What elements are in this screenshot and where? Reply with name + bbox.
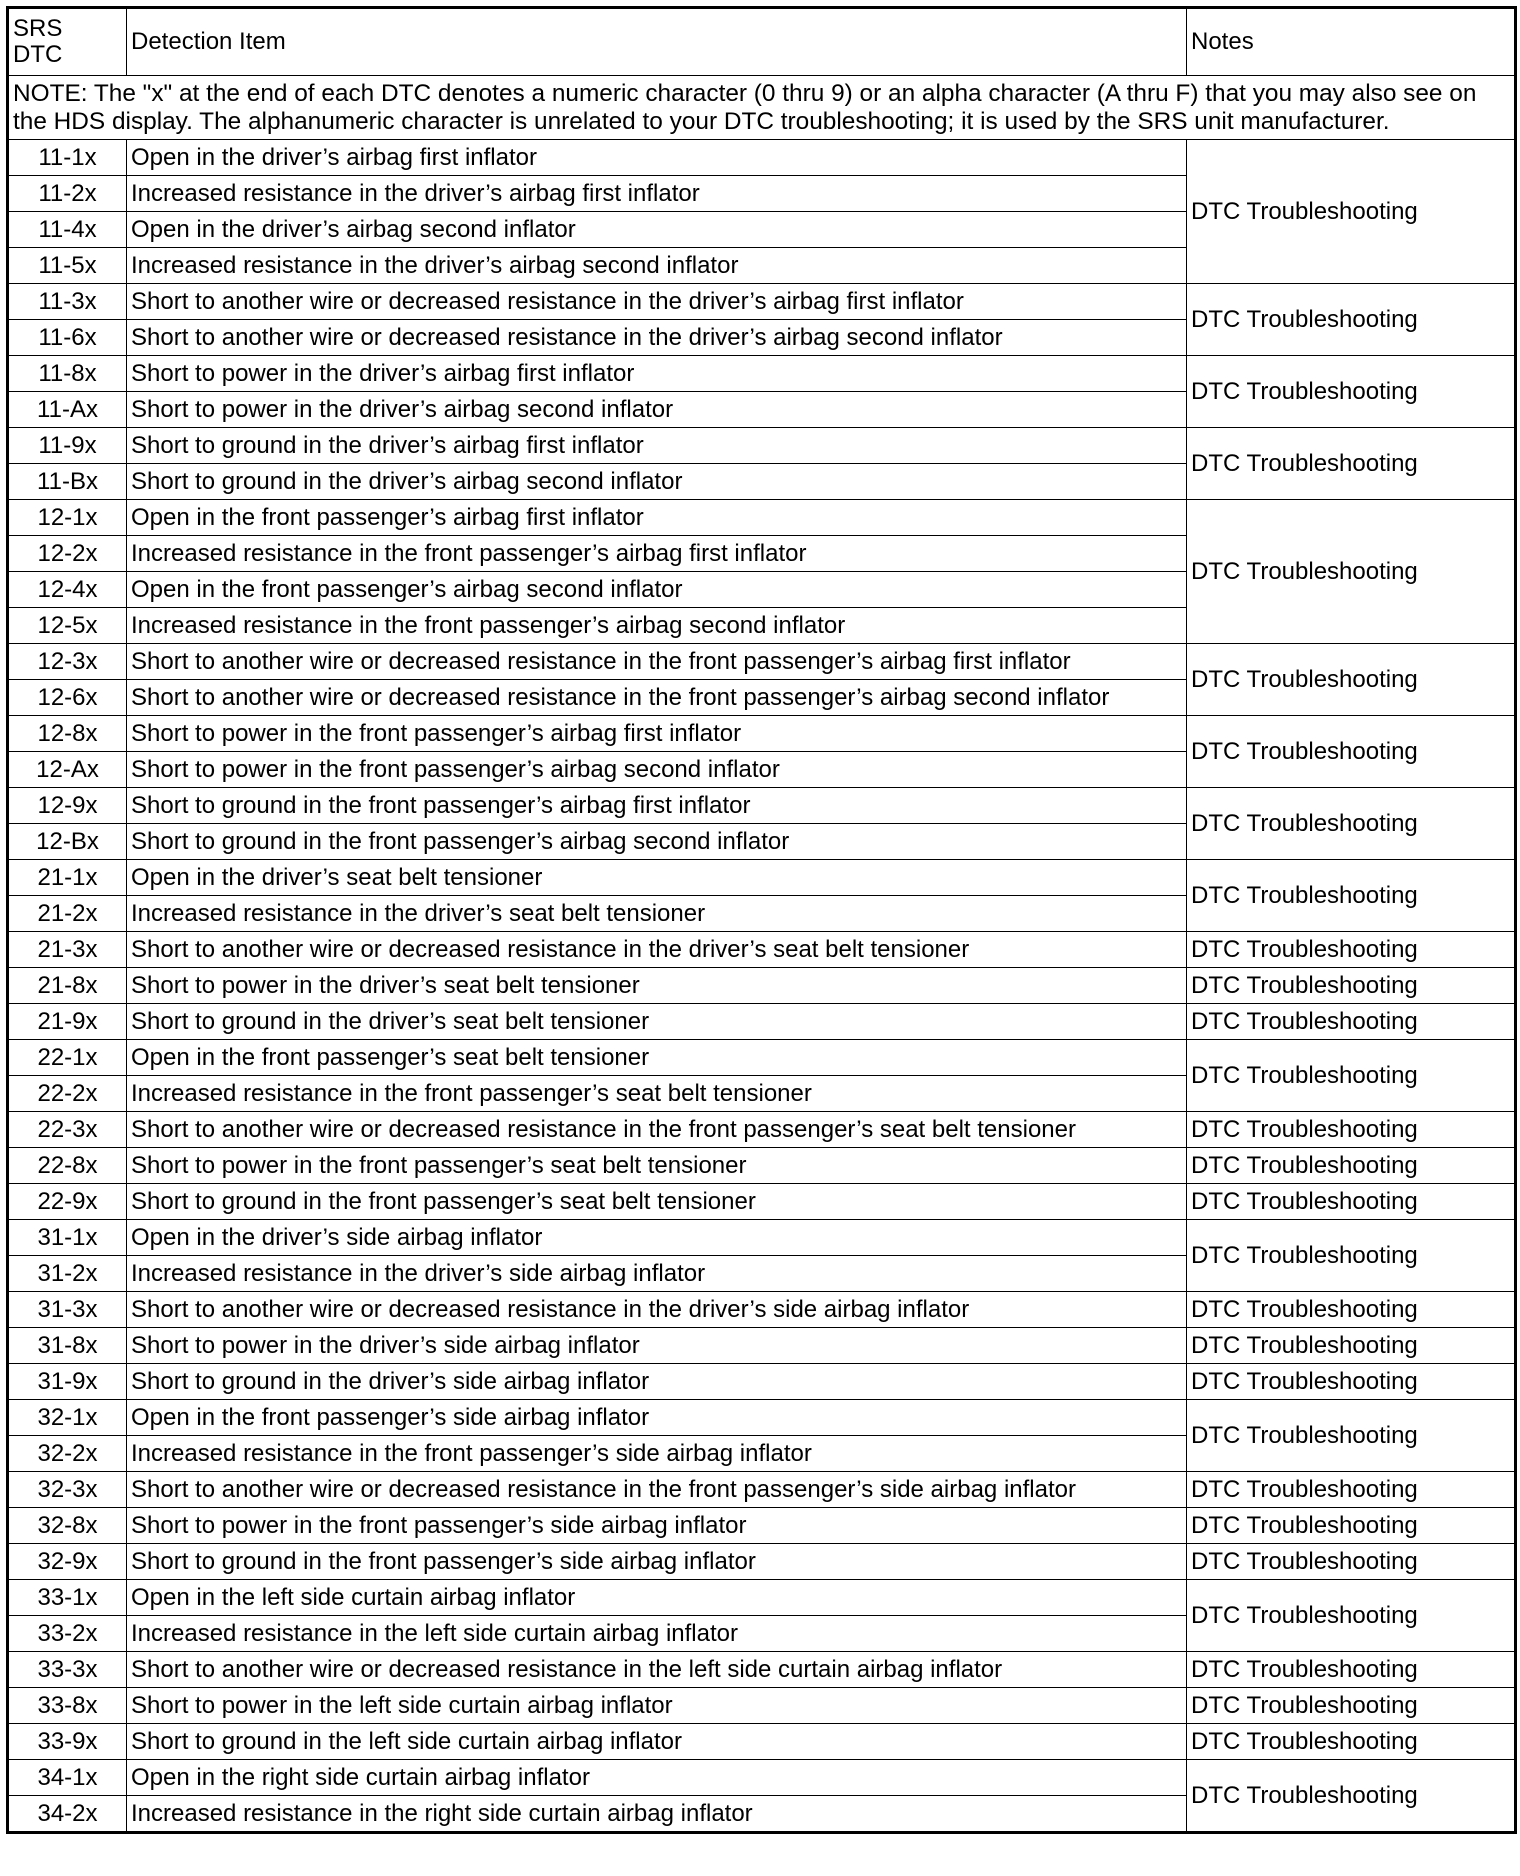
table-row <box>8 1292 1516 1328</box>
dtc-code: 32-2x <box>8 1436 127 1472</box>
dtc-code: 31-1x <box>8 1220 127 1256</box>
notes-cell: DTC Troubleshooting <box>1187 1004 1516 1040</box>
notes-cell: DTC Troubleshooting <box>1187 1328 1516 1364</box>
dtc-code: 33-8x <box>8 1688 127 1724</box>
notes-cell: DTC Troubleshooting <box>1187 356 1516 428</box>
table-row <box>8 1724 1516 1760</box>
notes-cell: DTC Troubleshooting <box>1187 1220 1516 1292</box>
notes-cell: DTC Troubleshooting <box>1187 1652 1516 1688</box>
detection-item: Short to another wire or decreased resistance in the driver’s airbag second inflator <box>127 320 1187 356</box>
dtc-code: 12-Ax <box>8 752 127 788</box>
header-notes: Notes <box>1187 8 1516 76</box>
dtc-table-body <box>8 8 1516 1833</box>
notes-cell: DTC Troubleshooting <box>1187 1472 1516 1508</box>
detection-item: Short to another wire or decreased resistance in the left side curtain airbag inflator <box>127 1652 1187 1688</box>
table-row <box>8 284 1516 320</box>
dtc-code: 33-3x <box>8 1652 127 1688</box>
detection-item: Increased resistance in the front passenger’s side airbag inflator <box>127 1436 1187 1472</box>
table-row <box>8 932 1516 968</box>
notes-cell: DTC Troubleshooting <box>1187 1292 1516 1328</box>
header-row <box>8 8 1516 76</box>
detection-item: Short to power in the front passenger’s airbag first inflator <box>127 716 1187 752</box>
table-row <box>8 1472 1516 1508</box>
detection-item: Short to another wire or decreased resistance in the driver’s side airbag inflator <box>127 1292 1187 1328</box>
dtc-code: 11-8x <box>8 356 127 392</box>
dtc-code: 32-3x <box>8 1472 127 1508</box>
notes-cell: DTC Troubleshooting <box>1187 500 1516 644</box>
detection-item: Short to power in the driver’s airbag second inflator <box>127 392 1187 428</box>
notes-cell: DTC Troubleshooting <box>1187 644 1516 716</box>
dtc-code: 11-4x <box>8 212 127 248</box>
dtc-code: 12-4x <box>8 572 127 608</box>
notes-cell: DTC Troubleshooting <box>1187 1184 1516 1220</box>
header-detection-item: Detection Item <box>127 8 1187 76</box>
notes-cell: DTC Troubleshooting <box>1187 140 1516 284</box>
detection-item: Short to ground in the driver’s side airbag inflator <box>127 1364 1187 1400</box>
notes-cell: DTC Troubleshooting <box>1187 1364 1516 1400</box>
dtc-code: 33-1x <box>8 1580 127 1616</box>
dtc-code: 22-9x <box>8 1184 127 1220</box>
detection-item: Short to another wire or decreased resistance in the front passenger’s airbag first inflator <box>127 644 1187 680</box>
detection-item: Increased resistance in the driver’s seat belt tensioner <box>127 896 1187 932</box>
notes-cell: DTC Troubleshooting <box>1187 284 1516 356</box>
dtc-code: 33-2x <box>8 1616 127 1652</box>
dtc-code: 11-2x <box>8 176 127 212</box>
dtc-code: 33-9x <box>8 1724 127 1760</box>
dtc-code: 21-1x <box>8 860 127 896</box>
notes-cell: DTC Troubleshooting <box>1187 1688 1516 1724</box>
notes-cell: DTC Troubleshooting <box>1187 1760 1516 1833</box>
detection-item: Open in the driver’s airbag second inflator <box>127 212 1187 248</box>
detection-item: Open in the driver’s seat belt tensioner <box>127 860 1187 896</box>
notes-cell: DTC Troubleshooting <box>1187 932 1516 968</box>
dtc-code: 22-8x <box>8 1148 127 1184</box>
dtc-code: 31-8x <box>8 1328 127 1364</box>
table-row <box>8 1364 1516 1400</box>
dtc-code: 34-2x <box>8 1796 127 1833</box>
detection-item: Increased resistance in the front passenger’s airbag second inflator <box>127 608 1187 644</box>
header-srs-dtc <box>8 8 127 76</box>
detection-item: Open in the driver’s side airbag inflator <box>127 1220 1187 1256</box>
notes-cell: DTC Troubleshooting <box>1187 1508 1516 1544</box>
notes-cell: DTC Troubleshooting <box>1187 1148 1516 1184</box>
detection-item: Increased resistance in the front passenger’s airbag first inflator <box>127 536 1187 572</box>
detection-item: Short to power in the driver’s airbag first inflator <box>127 356 1187 392</box>
detection-item: Open in the front passenger’s airbag second inflator <box>127 572 1187 608</box>
dtc-code: 21-8x <box>8 968 127 1004</box>
note-text: NOTE: The "x" at the end of each DTC denotes a numeric character (0 thru 9) or an alpha character (A thru F) that you may also see on the HDS display. The alphanumeric character is unrelated to your DTC troubleshooting; it is used by the SRS unit manufacturer. <box>8 76 1516 140</box>
table-row <box>8 1040 1516 1076</box>
table-row <box>8 1184 1516 1220</box>
notes-cell: DTC Troubleshooting <box>1187 1724 1516 1760</box>
table-row <box>8 1580 1516 1616</box>
notes-cell: DTC Troubleshooting <box>1187 1580 1516 1652</box>
table-row <box>8 1652 1516 1688</box>
detection-item: Increased resistance in the front passenger’s seat belt tensioner <box>127 1076 1187 1112</box>
detection-item: Open in the left side curtain airbag inflator <box>127 1580 1187 1616</box>
dtc-code: 12-6x <box>8 680 127 716</box>
detection-item: Increased resistance in the left side curtain airbag inflator <box>127 1616 1187 1652</box>
detection-item: Short to another wire or decreased resistance in the driver’s seat belt tensioner <box>127 932 1187 968</box>
detection-item: Short to ground in the driver’s airbag first inflator <box>127 428 1187 464</box>
dtc-code: 11-3x <box>8 284 127 320</box>
table-row <box>8 1220 1516 1256</box>
dtc-code: 11-9x <box>8 428 127 464</box>
notes-cell: DTC Troubleshooting <box>1187 1040 1516 1112</box>
detection-item: Short to another wire or decreased resistance in the front passenger’s side airbag inflator <box>127 1472 1187 1508</box>
notes-cell: DTC Troubleshooting <box>1187 968 1516 1004</box>
notes-cell: DTC Troubleshooting <box>1187 428 1516 500</box>
detection-item: Short to ground in the left side curtain airbag inflator <box>127 1724 1187 1760</box>
detection-item: Open in the driver’s airbag first inflator <box>127 140 1187 176</box>
notes-cell: DTC Troubleshooting <box>1187 1112 1516 1148</box>
header-code-line1: SRS <box>13 15 63 42</box>
table-row <box>8 1508 1516 1544</box>
notes-cell: DTC Troubleshooting <box>1187 1400 1516 1472</box>
table-row <box>8 1400 1516 1436</box>
detection-item: Short to ground in the front passenger’s airbag second inflator <box>127 824 1187 860</box>
table-row <box>8 500 1516 536</box>
table-row <box>8 1148 1516 1184</box>
dtc-table <box>6 6 1517 1834</box>
detection-item: Short to power in the front passenger’s seat belt tensioner <box>127 1148 1187 1184</box>
notes-cell: DTC Troubleshooting <box>1187 788 1516 860</box>
dtc-code: 11-6x <box>8 320 127 356</box>
dtc-code: 22-1x <box>8 1040 127 1076</box>
detection-item: Short to another wire or decreased resistance in the driver’s airbag first inflator <box>127 284 1187 320</box>
dtc-code: 31-3x <box>8 1292 127 1328</box>
detection-item: Open in the right side curtain airbag inflator <box>127 1760 1187 1796</box>
dtc-code: 11-1x <box>8 140 127 176</box>
dtc-code: 12-5x <box>8 608 127 644</box>
notes-cell: DTC Troubleshooting <box>1187 716 1516 788</box>
dtc-code: 32-9x <box>8 1544 127 1580</box>
dtc-code: 12-8x <box>8 716 127 752</box>
detection-item: Increased resistance in the driver’s side airbag inflator <box>127 1256 1187 1292</box>
dtc-code: 11-Ax <box>8 392 127 428</box>
notes-cell: DTC Troubleshooting <box>1187 860 1516 932</box>
dtc-code: 22-2x <box>8 1076 127 1112</box>
dtc-code: 34-1x <box>8 1760 127 1796</box>
detection-item: Short to ground in the front passenger’s airbag first inflator <box>127 788 1187 824</box>
table-row <box>8 356 1516 392</box>
detection-item: Increased resistance in the right side curtain airbag inflator <box>127 1796 1187 1833</box>
detection-item: Short to ground in the driver’s seat belt tensioner <box>127 1004 1187 1040</box>
table-row <box>8 788 1516 824</box>
dtc-code: 12-2x <box>8 536 127 572</box>
table-row <box>8 644 1516 680</box>
detection-item: Short to ground in the front passenger’s seat belt tensioner <box>127 1184 1187 1220</box>
table-row <box>8 1004 1516 1040</box>
detection-item: Short to another wire or decreased resistance in the front passenger’s seat belt tensioner <box>127 1112 1187 1148</box>
table-row <box>8 1544 1516 1580</box>
table-row <box>8 140 1516 176</box>
dtc-code: 21-2x <box>8 896 127 932</box>
dtc-code: 11-Bx <box>8 464 127 500</box>
detection-item: Increased resistance in the driver’s airbag second inflator <box>127 248 1187 284</box>
dtc-code: 32-1x <box>8 1400 127 1436</box>
table-row <box>8 1760 1516 1796</box>
dtc-code: 12-9x <box>8 788 127 824</box>
table-row <box>8 860 1516 896</box>
detection-item: Short to power in the driver’s side airbag inflator <box>127 1328 1187 1364</box>
dtc-code: 12-1x <box>8 500 127 536</box>
dtc-table-container <box>6 6 1517 1834</box>
detection-item: Open in the front passenger’s side airbag inflator <box>127 1400 1187 1436</box>
detection-item: Open in the front passenger’s airbag first inflator <box>127 500 1187 536</box>
detection-item: Short to power in the left side curtain airbag inflator <box>127 1688 1187 1724</box>
dtc-code: 22-3x <box>8 1112 127 1148</box>
note-row <box>8 76 1516 140</box>
table-row <box>8 968 1516 1004</box>
dtc-code: 12-Bx <box>8 824 127 860</box>
table-row <box>8 428 1516 464</box>
dtc-code: 21-9x <box>8 1004 127 1040</box>
dtc-code: 32-8x <box>8 1508 127 1544</box>
dtc-code: 11-5x <box>8 248 127 284</box>
dtc-code: 12-3x <box>8 644 127 680</box>
dtc-code: 21-3x <box>8 932 127 968</box>
detection-item: Short to ground in the driver’s airbag second inflator <box>127 464 1187 500</box>
detection-item: Short to ground in the front passenger’s side airbag inflator <box>127 1544 1187 1580</box>
detection-item: Open in the front passenger’s seat belt tensioner <box>127 1040 1187 1076</box>
notes-cell: DTC Troubleshooting <box>1187 1544 1516 1580</box>
header-code-line2: DTC <box>13 41 63 68</box>
detection-item: Short to power in the front passenger’s airbag second inflator <box>127 752 1187 788</box>
detection-item: Short to power in the driver’s seat belt tensioner <box>127 968 1187 1004</box>
detection-item: Increased resistance in the driver’s airbag first inflator <box>127 176 1187 212</box>
table-row <box>8 1112 1516 1148</box>
detection-item: Short to another wire or decreased resistance in the front passenger’s airbag second inflator <box>127 680 1187 716</box>
dtc-code: 31-2x <box>8 1256 127 1292</box>
detection-item: Short to power in the front passenger’s side airbag inflator <box>127 1508 1187 1544</box>
table-row <box>8 1328 1516 1364</box>
table-row <box>8 1688 1516 1724</box>
table-row <box>8 716 1516 752</box>
dtc-code: 31-9x <box>8 1364 127 1400</box>
